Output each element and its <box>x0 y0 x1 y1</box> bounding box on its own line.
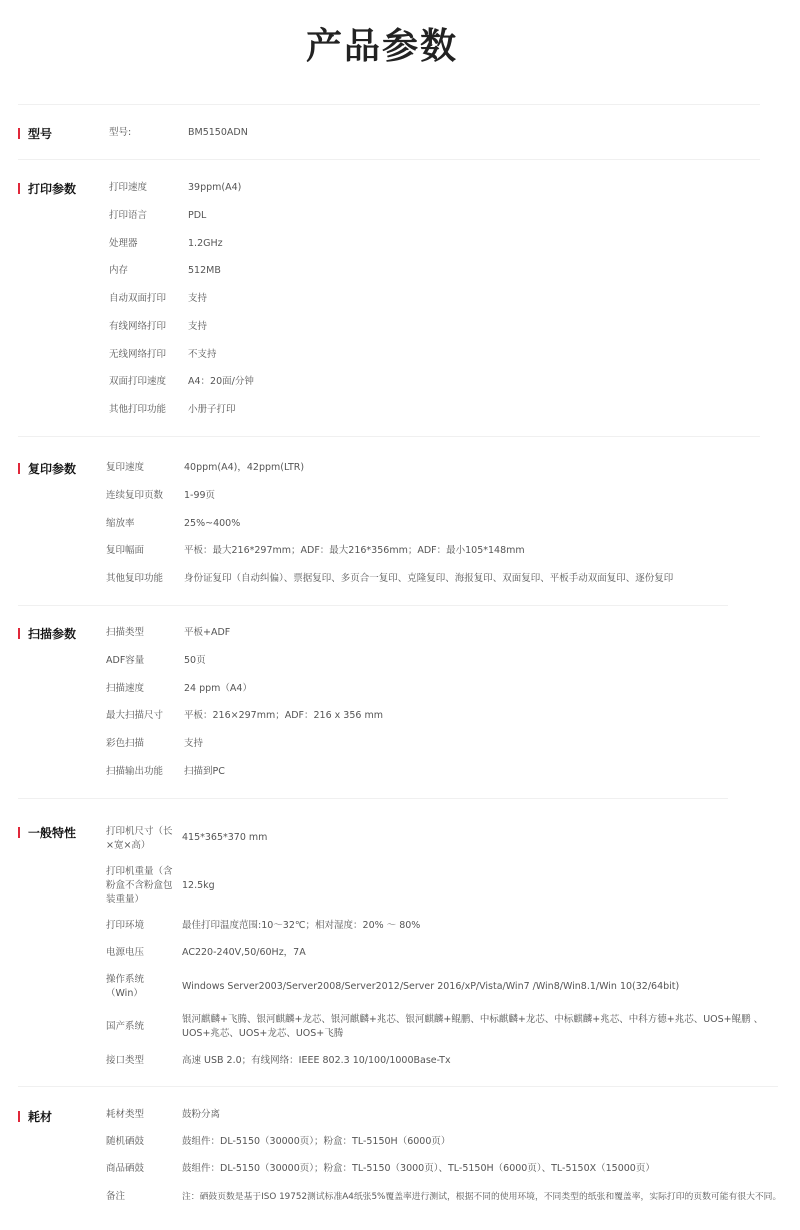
section-heading-text: 扫描参数 <box>28 627 77 641</box>
accent-bar <box>18 183 20 194</box>
section-heading <box>18 460 76 477</box>
spec-label: 处理器 <box>109 238 138 249</box>
spec-value: 支持 <box>184 738 204 749</box>
spec-value: 平板+ADF <box>184 627 231 638</box>
section-print <box>18 159 760 437</box>
spec-label: 有线网络打印 <box>109 321 167 332</box>
spec-label: 型号: <box>109 127 132 138</box>
section-consumables <box>18 1086 782 1227</box>
spec-value: 1-99页 <box>184 490 216 501</box>
spec-value: 40ppm(A4)，42ppm(LTR) <box>184 462 305 473</box>
spec-value: 最佳打印温度范围:10～32℃；相对湿度：20% ～ 80% <box>182 920 421 931</box>
spec-label: 打印速度 <box>109 182 148 193</box>
section-heading-text: 型号 <box>28 127 53 141</box>
page-title: 产品参数 <box>305 26 458 67</box>
section-scan <box>18 605 728 799</box>
section-heading-text: 耗材 <box>28 1110 53 1124</box>
spec-value: 平板：最大216*297mm；ADF：最大216*356mm；ADF：最小105*148mm <box>184 545 525 556</box>
spec-label: 操作系统（Win） <box>106 974 145 999</box>
spec-label: 打印环境 <box>106 920 145 931</box>
spec-label: 双面打印速度 <box>109 376 167 387</box>
spec-label: 无线网络打印 <box>109 349 167 360</box>
spec-label: 最大扫描尺寸 <box>106 710 164 721</box>
spec-label: 复印幅面 <box>106 545 145 556</box>
spec-label: 扫描输出功能 <box>106 766 164 777</box>
spec-label: 其他打印功能 <box>109 404 167 415</box>
spec-value: 注：硒鼓页数是基于ISO 19752测试标准A4纸张5%覆盖率进行测试，根据不同的使用环境，不同类型的纸张和覆盖率，实际打印的页数可能有很大不同。 <box>182 1192 782 1202</box>
section-heading-text: 复印参数 <box>28 462 77 476</box>
section-copy <box>18 436 760 607</box>
spec-label: 耗材类型 <box>106 1109 145 1120</box>
section-heading-text: 一般特性 <box>28 826 77 840</box>
section-heading <box>18 824 76 841</box>
spec-label: 商品硒鼓 <box>106 1163 145 1174</box>
section-model <box>18 104 760 160</box>
spec-label: 缩放率 <box>106 518 135 529</box>
spec-value: 24 ppm（A4） <box>184 683 252 694</box>
accent-bar <box>18 628 20 639</box>
spec-value: 50页 <box>184 655 206 666</box>
spec-label: 彩色扫描 <box>106 738 145 749</box>
spec-value: A4：20面/分钟 <box>188 376 254 387</box>
spec-value: 鼓组件：DL-5150（30000页）；粉盒：TL-5150H（6000页） <box>182 1136 451 1147</box>
spec-label: 打印机重量（含粉盒不含粉盒包装重量） <box>106 866 173 905</box>
spec-value: AC220-240V,50/60Hz，7A <box>182 947 306 958</box>
spec-value: 39ppm(A4) <box>188 182 242 193</box>
spec-label: 打印语言 <box>109 210 148 221</box>
spec-label: 电源电压 <box>106 947 145 958</box>
accent-bar <box>18 827 20 838</box>
spec-value: 高速 USB 2.0；有线网络：IEEE 802.3 10/100/1000Base-Tx <box>182 1055 451 1066</box>
spec-value: BM5150ADN <box>188 127 248 138</box>
accent-bar <box>18 463 20 474</box>
spec-label: 自动双面打印 <box>109 293 167 304</box>
spec-label: 随机硒鼓 <box>106 1136 145 1147</box>
spec-value: 扫描到PC <box>184 766 225 777</box>
spec-label: ADF容量 <box>106 655 145 666</box>
section-heading <box>18 625 76 642</box>
spec-label: 连续复印页数 <box>106 490 164 501</box>
accent-bar <box>18 1111 20 1122</box>
spec-value: 身份证复印（自动纠偏）、票据复印、多页合一复印、克隆复印、海报复印、双面复印、平板手动双面复印、逐份复印 <box>184 573 674 584</box>
spec-label: 扫描类型 <box>106 627 145 638</box>
spec-value: Windows Server2003/Server2008/Server2012/Server 2016/xP/Vista/Win7 /Win8/Win8.1/Win 10(32/64bit) <box>182 981 680 992</box>
spec-label: 备注 <box>106 1191 126 1202</box>
spec-value: 支持 <box>188 293 208 304</box>
spec-value: 小册子打印 <box>188 404 236 415</box>
section-heading <box>18 125 52 142</box>
spec-value: 1.2GHz <box>188 238 223 249</box>
spec-value: 鼓粉分离 <box>182 1109 221 1120</box>
spec-value: 不支持 <box>188 349 217 360</box>
spec-label: 国产系统 <box>106 1021 145 1032</box>
accent-bar <box>18 128 20 139</box>
section-heading <box>18 1108 52 1125</box>
spec-label: 内存 <box>109 265 129 276</box>
spec-value: 银河麒麟+飞腾、银河麒麟+龙芯、银河麒麟+兆芯、银河麒麟+鲲鹏、中标麒麟+龙芯、中标麒麟+兆芯、中科方德+兆芯、UOS+鲲鹏 、UOS+兆芯、UOS+龙芯、UOS+飞腾 <box>182 1014 764 1039</box>
spec-label: 复印速度 <box>106 462 145 473</box>
spec-label: 打印机尺寸（长×宽×高） <box>106 826 173 851</box>
spec-value: 支持 <box>188 321 208 332</box>
section-heading <box>18 180 76 197</box>
spec-value: 鼓组件：DL-5150（30000页）；粉盒：TL-5150（3000页）、TL-5150H（6000页）、TL-5150X（15000页） <box>182 1163 655 1174</box>
spec-value: 12.5kg <box>182 880 215 891</box>
section-general <box>18 798 764 1087</box>
spec-value: PDL <box>188 210 207 221</box>
spec-value: 512MB <box>188 265 221 276</box>
spec-value: 415*365*370 mm <box>182 832 268 843</box>
spec-label: 扫描速度 <box>106 683 145 694</box>
spec-label: 其他复印功能 <box>106 573 164 584</box>
section-heading-text: 打印参数 <box>28 182 77 196</box>
spec-value: 25%~400% <box>184 518 241 529</box>
spec-label: 接口类型 <box>106 1055 145 1066</box>
spec-value: 平板：216×297mm；ADF：216 x 356 mm <box>184 710 383 721</box>
